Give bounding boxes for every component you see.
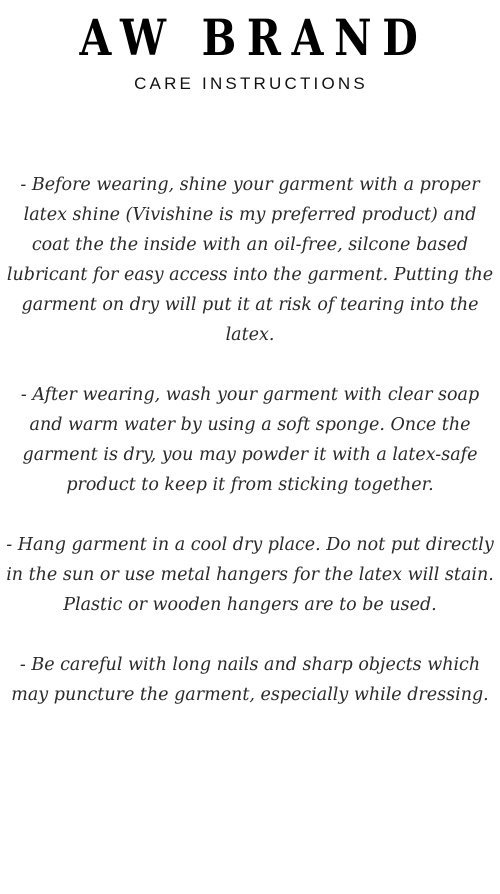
instruction-before-wearing: - Before wearing, shine your garment with a proper latex shine (Vivishine is my preferred product) and coat the the inside with an oil-free, silcone based lubricant for easy access into the garment. Putting the garment on dry will put it at risk of tearing into the latex. [6,175,494,345]
page-subtitle: CARE INSTRUCTIONS [134,74,368,93]
care-instructions [0,170,500,740]
instruction-after-wearing: - After wearing, wash your garment with clear soap and warm water by using a soft sponge. Once the garment is dry, you may powder it with a latex-safe product to keep it from sticking together. [20,385,480,495]
instruction-caution: - Be careful with long nails and sharp objects which may puncture the garment, especially while dressing. [11,655,489,705]
instruction-storage: - Hang garment in a cool dry place. Do not put directly in the sun or use metal hangers for the latex will stain. Plastic or wooden hangers are to be used. [6,535,494,615]
page-header [0,8,500,94]
brand-title: AW BRAND [79,8,429,67]
